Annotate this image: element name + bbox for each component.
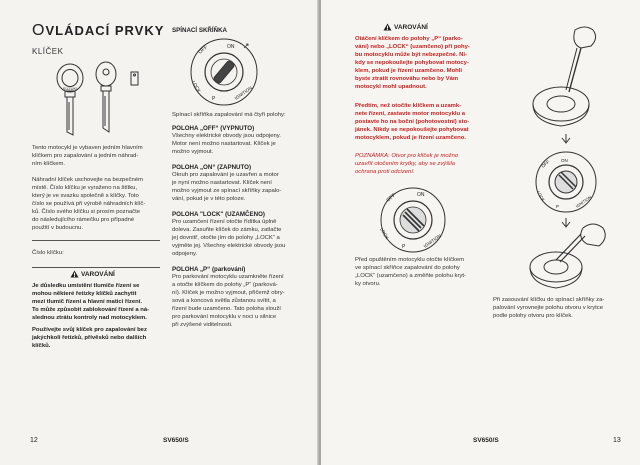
page-number-right: 13 <box>613 437 621 444</box>
dial-label-lock: LOCK <box>379 227 390 241</box>
insertion-caption: Při zasouvání klíčku do spínací skříňky za- palování vyrovnejte polohu otvoru v krytce podle polohy otvoru pro klíček. <box>493 297 605 319</box>
warning-text-damper: Je důsledku umístění tlumiče řízení se mohou některé řetízky klíčků zachytit mezi tlumič řízení a hlavní matici řízení. To může způsobit zablokování řízení a ná- slednou ztrátu kontroly nad motocyklem. <box>32 283 150 321</box>
key-insertion-sequence <box>511 22 631 292</box>
dial-label-off: OFF <box>197 44 209 56</box>
switch-positions-list <box>172 125 312 329</box>
switch-positions-caption: Spínací skříňka zapalování má čtyři polohy: <box>172 112 286 118</box>
footer-model-right: SV650/S <box>473 437 499 444</box>
ignition-switch-heading: SPÍNACÍ SKŘÍŇKA <box>172 27 228 34</box>
warning-text-moving: Otáčení klíčkem do polohy „P“ (parko- vání) nebo „LOCK“ (uzamčeno) při pohy- bu motocyklu může být nebezpečné. Ní- kdy se nepokoušejte pohybovat motocy- klem, pokud je řízení uzamčeno. Mohli byste ztratit rovnováhu nebo by Vám motocykl mohl upadnout. <box>355 36 470 90</box>
position-off: POLOHA „OFF“ (VYPNUTO) Všechny elektrické obvody jsou odpojeny. Motor není možno nastartovat. Klíček je možno vyjmout. <box>172 125 281 155</box>
page-title: OVLÁDACÍ PRVKY <box>32 22 165 39</box>
dial-label-ignition: IGNITION <box>422 233 442 249</box>
warning-triangle-icon <box>70 270 79 278</box>
position-lock: POLOHA "LOCK" (UZAMČENO) Pro uzamčení řízení otočte řídítka úplně doleva. Zasuňte klíček do zámku, zatlačte jej dovnitř, otočte jím do polohy „LOCK“ a vyjměte jej. Všechny elektrické obvody jsou odpojeny. <box>172 211 286 257</box>
position-on: POLOHA „ON“ (ZAPNUTO) Okruh pro zapalování je uzavřen a motor je nyní možno nastartovat. Klíček není možno vyjmout ze spínací skříňky zapalo- vání, pokud je v této poloze. <box>172 164 282 202</box>
dial-label-lock: LOCK <box>536 190 546 202</box>
key-number-box <box>32 240 160 268</box>
section-heading-key: KLÍČEK <box>32 47 64 56</box>
position-park: POLOHA „P“ (parkování) Pro parkování motocyklu uzamkněte řízení a otočte klíčkem do polohy „P“ (parková- ní). Klíček je možno vyjmout, přičemž obry- sová a koncová světla zůstanou svítit, a řízení bude uzamčeno. Tato poloha slouží pro parkování motocyklu v noci u silnice při zvýšené viditelnosti. <box>172 266 285 328</box>
dial-label-on: ON <box>227 44 235 50</box>
dial-label-ignition: IGNITION <box>233 85 253 101</box>
note-paragraph: POZNÁMKA: Otvor pro klíček je možno uzavřít otočením krytky, aby se zvýšila ochrana proti odcizení. <box>355 153 459 175</box>
footer-model-left: SV650/S <box>163 437 189 444</box>
warning-heading-right: VAROVÁNÍ <box>383 23 428 31</box>
dial-label-off: OFF <box>385 192 397 204</box>
dial-label-on: ON <box>561 158 568 163</box>
ignition-switch-illustration <box>182 36 282 108</box>
leave-motorcycle-paragraph: Před opuštěním motocyklu otočte klíčkem ve spínací skříňce zapalování do polohy „LOCK“ (uzamčeno) a změňte polohu kryt- ky otvoru. <box>355 257 466 287</box>
keyhole-cover-illustration <box>371 185 461 255</box>
warning-text-stop-engine: Předtím, než otočíte klíčkem a uzamk- nete řízení, zastavte motor motocyklu a postavte ho na boční (pohotovostní) sto- jánek. Nikdy se nepokoušejte pohybovat motocyklem, pokud je řízení uzamčeno. <box>355 103 470 141</box>
spare-key-paragraph: Náhradní klíček uschovejte na bezpečném místě. Číslo klíčku je vyraženo na štítku, který je ve svazku společně s klíčky. Toto číslo se používá při výrobě náhradních klíč- ků. Číslo svého klíčku si prosím poznačte do následujícího rámečku pro případné použití v budoucnu. <box>32 177 146 231</box>
dial-label-lock: LOCK <box>191 80 202 94</box>
key-number-label: Číslo klíčku: <box>32 250 64 256</box>
key-intro-paragraph: Tento motocykl je vybaven jedním hlavním klíčkem pro zapalování a jedním náhrad- ním klíčkem. <box>32 145 143 167</box>
page-number-left: 12 <box>30 437 38 444</box>
right-page <box>321 0 640 465</box>
warning-triangle-icon <box>383 23 392 31</box>
left-page <box>0 0 319 465</box>
dial-label-p: P <box>556 204 560 209</box>
warning-text-keychain: Používejte svůj klíček pro zapalování bez jakýchkoli řetízků, přívěsků nebo dalších klíčků. <box>32 327 147 349</box>
dial-label-p: P <box>402 244 406 250</box>
warning-heading: VAROVÁNÍ <box>70 270 115 278</box>
key-brand-label: SUZUKI <box>62 86 78 91</box>
keys-illustration <box>48 60 148 136</box>
dial-label-off: OFF <box>540 159 551 169</box>
dial-label-on: ON <box>417 192 425 198</box>
dial-label-ignition: IGNITION <box>574 194 593 209</box>
dial-label-p: P <box>212 96 216 102</box>
